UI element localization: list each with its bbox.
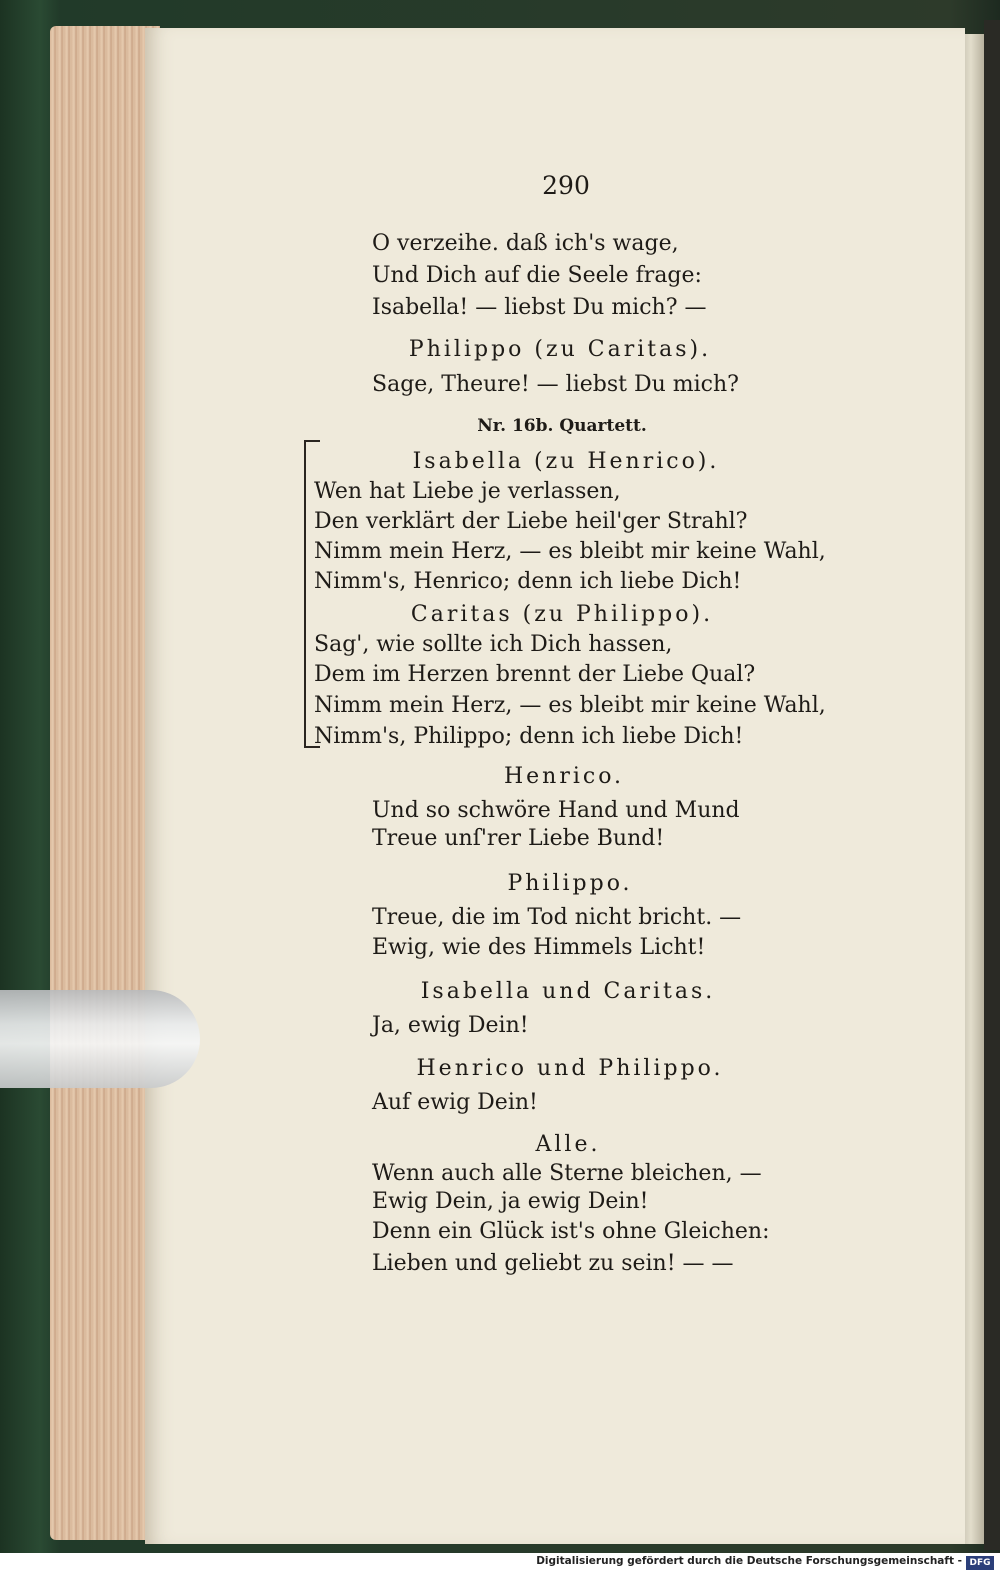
verse-line: Ewig Dein, ja ewig Dein!: [372, 1189, 649, 1214]
verse-line: Nimm mein Herz, — es bleibt mir keine Wahl,: [314, 693, 826, 718]
right-shadow: [984, 20, 1000, 1550]
verse-line: Lieben und geliebt zu sein! — —: [372, 1251, 734, 1276]
verse-line: Nimm's, Philippo; denn ich liebe Dich!: [314, 724, 744, 749]
verse-line: Nimm's, Henrico; denn ich liebe Dich!: [314, 569, 742, 594]
footer-credit: Digitalisierung gefördert durch die Deutsche Forschungsgemeinschaft -: [536, 1555, 962, 1567]
footer-bar: [0, 1553, 1000, 1573]
verse-line: Auf ewig Dein!: [372, 1090, 538, 1115]
speaker-heading: Philippo.: [507, 871, 633, 896]
verse-line: Treue, die im Tod nicht bricht. —: [372, 905, 742, 930]
speaker-heading: Henrico und Philippo.: [416, 1056, 724, 1081]
verse-line: Ewig, wie des Himmels Licht!: [372, 935, 706, 960]
verse-line: O verzeihe. daß ich's wage,: [372, 231, 679, 256]
verse-line: Und Dich auf die Seele frage:: [372, 263, 702, 288]
speaker-heading: Henrico.: [503, 764, 625, 789]
speaker-heading: Caritas (zu Philippo).: [410, 602, 714, 627]
speaker-heading: Philippo (zu Caritas).: [408, 337, 712, 362]
page-holder-clip: [0, 990, 200, 1088]
verse-line: Wen hat Liebe je verlassen,: [314, 479, 621, 504]
page-block-edges: [50, 26, 160, 1540]
speaker-heading: Isabella (zu Henrico).: [412, 449, 720, 474]
speaker-heading: Alle.: [535, 1132, 601, 1157]
dfg-logo-icon: DFG: [966, 1556, 994, 1570]
page-number: 290: [542, 171, 590, 200]
verse-line: Treue unſ'rer Liebe Bund!: [372, 826, 665, 851]
next-page-edge: [962, 34, 984, 1544]
verse-line: Isabella! — liebst Du mich? —: [372, 295, 707, 320]
verse-line: Sag', wie sollte ich Dich hassen,: [314, 632, 673, 657]
verse-line: Sage, Theure! — liebst Du mich?: [372, 372, 739, 397]
verse-line: Den verklärt der Liebe heil'ger Strahl?: [314, 509, 748, 534]
speaker-heading: Isabella und Caritas.: [420, 979, 716, 1004]
verse-line: Dem im Herzen brennt der Liebe Qual?: [314, 662, 756, 687]
verse-line: Ja, ewig Dein!: [372, 1013, 529, 1038]
verse-line: Nimm mein Herz, — es bleibt mir keine Wahl,: [314, 539, 826, 564]
verse-line: Wenn auch alle Sterne bleichen, —: [372, 1161, 762, 1186]
verse-line: Und so schwöre Hand und Mund: [372, 798, 740, 823]
verse-line: Denn ein Glück ist's ohne Gleichen:: [372, 1219, 770, 1244]
section-title: Nr. 16b. Quartett.: [477, 416, 647, 436]
